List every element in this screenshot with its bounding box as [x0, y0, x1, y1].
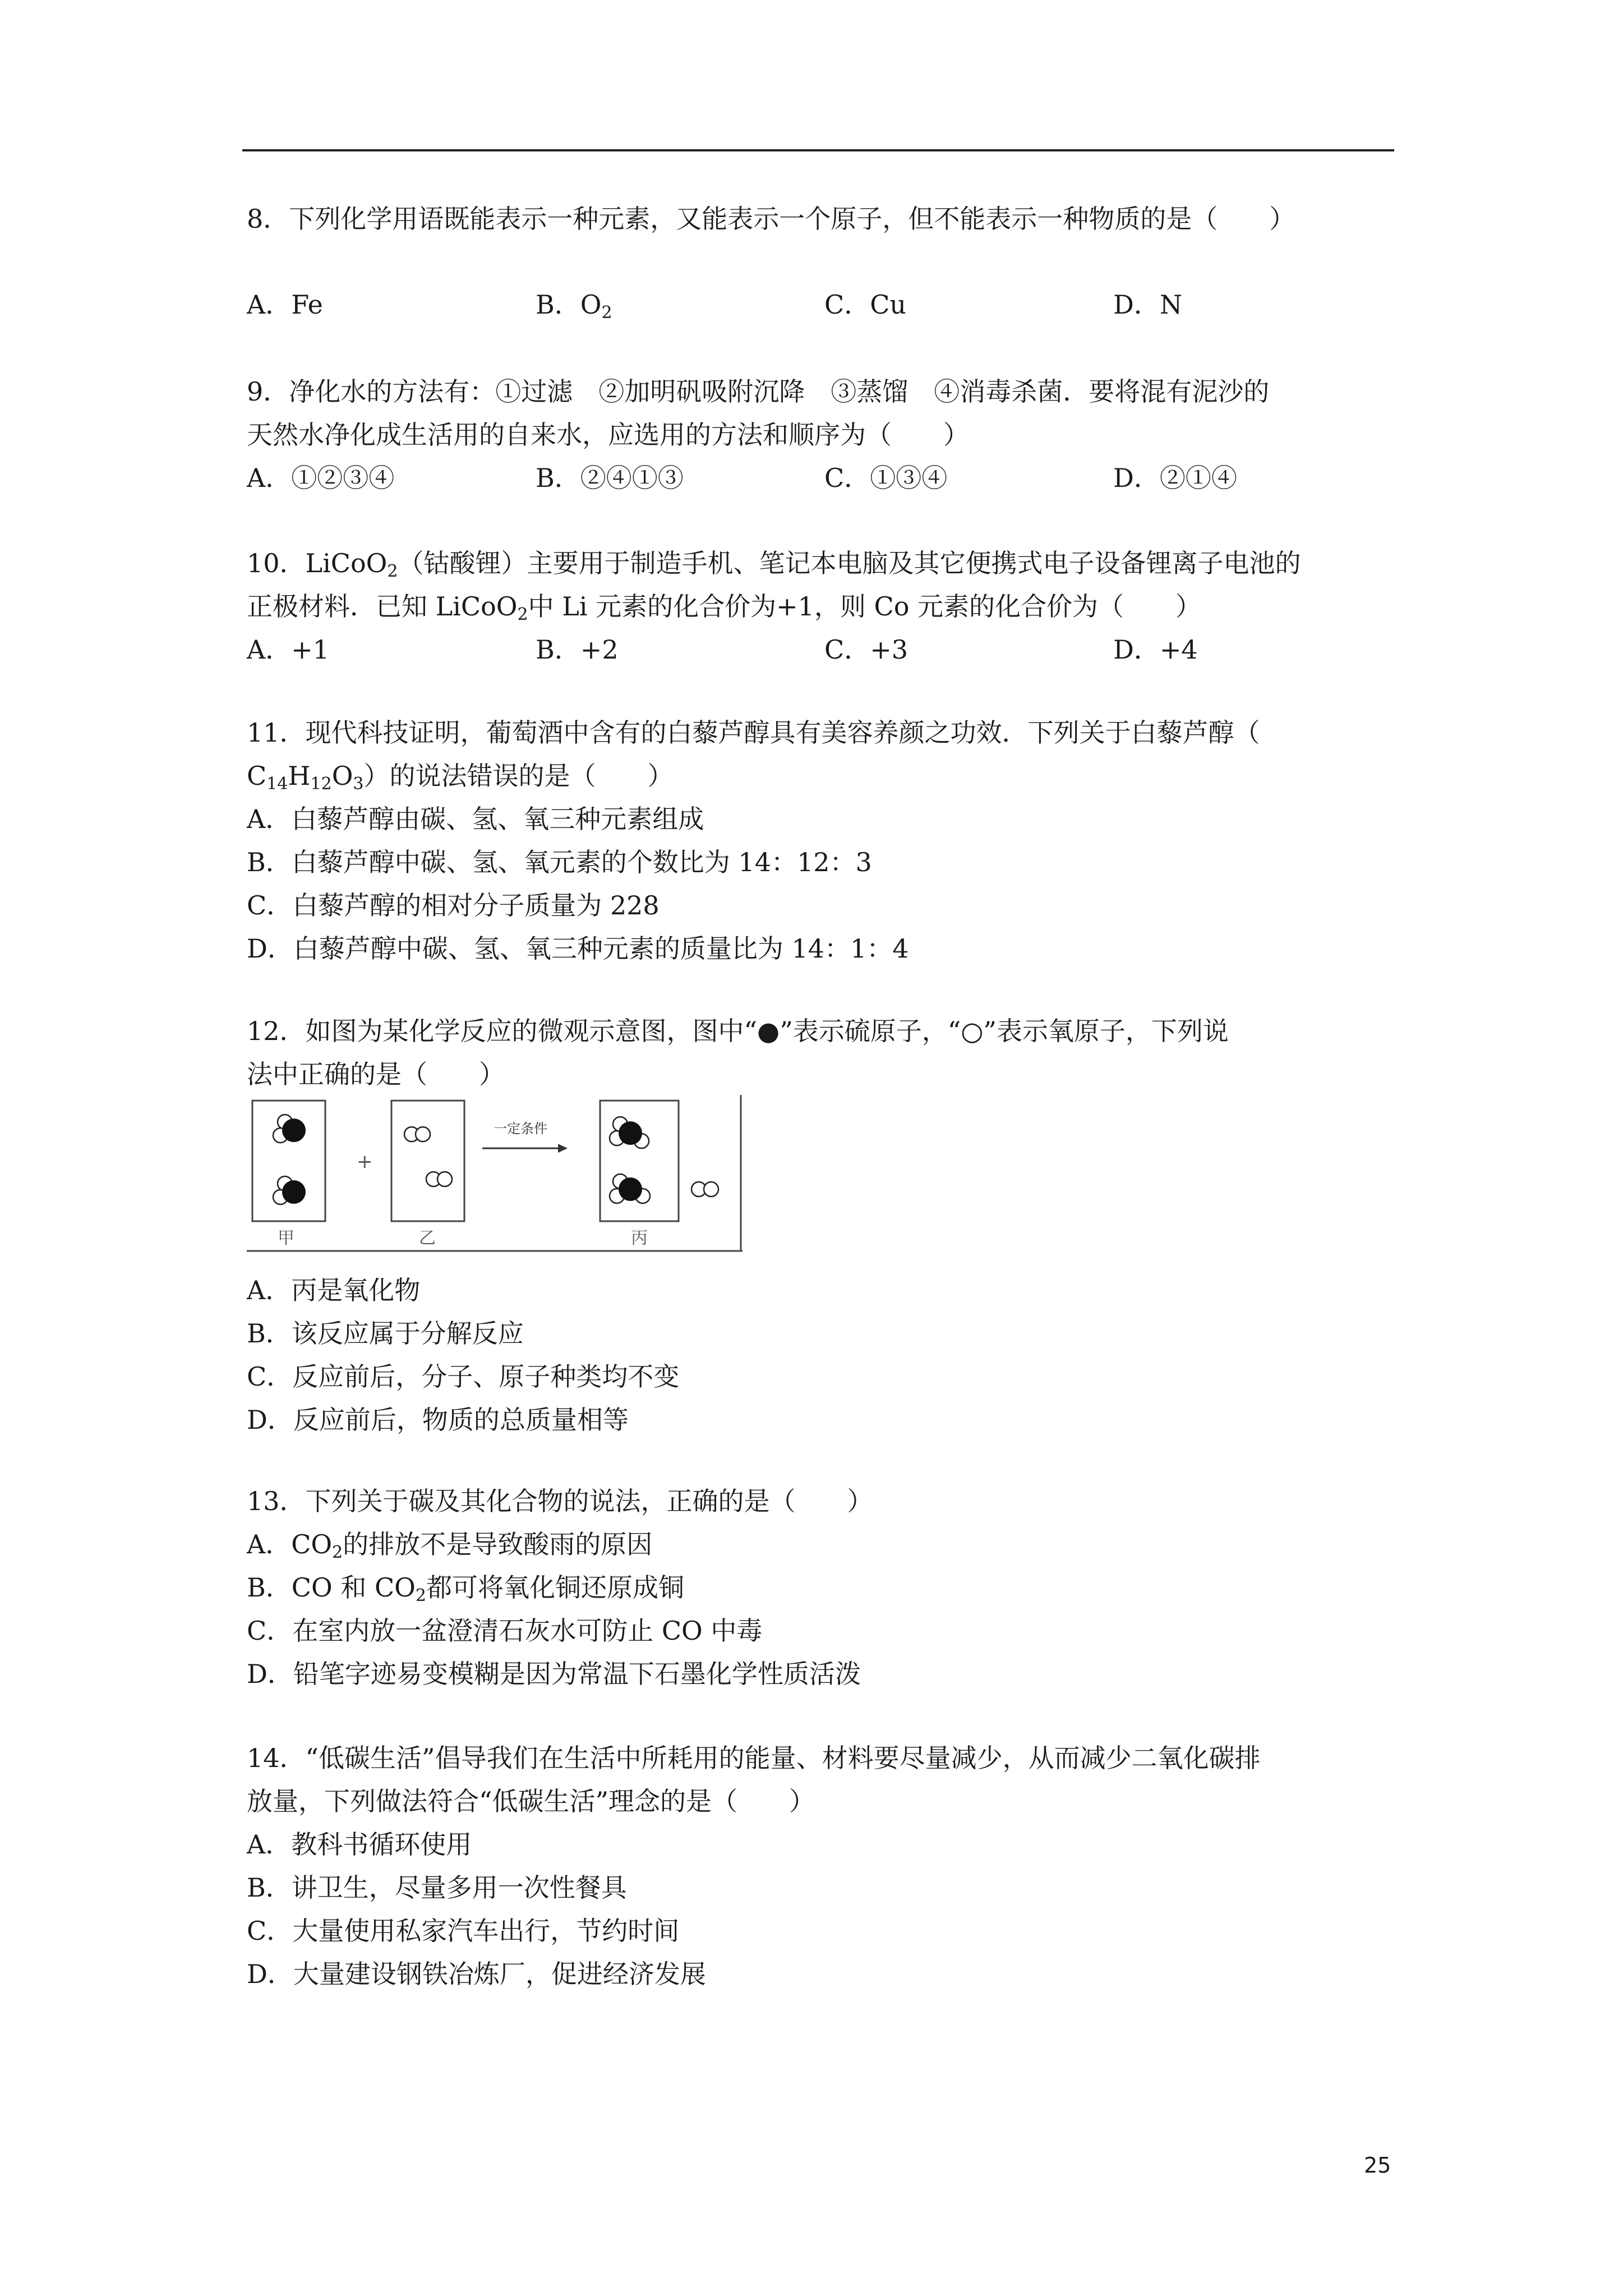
- so3-molecule: [610, 1174, 650, 1203]
- question-13-stem: 13．下列关于碳及其化合物的说法，正确的是（ ）: [247, 1486, 873, 1516]
- question-8: [247, 197, 1402, 326]
- question-11-stem-line-2: $C_{14}H_{12}O_3$）的说法错误的是（ ）: [247, 761, 674, 794]
- plus-sign: +: [357, 1151, 373, 1173]
- option-d: D．②①④: [1113, 463, 1237, 493]
- question-10: [247, 542, 1402, 671]
- option-a: A．$CO_2$的排放不是导致酸雨的原因: [247, 1529, 653, 1562]
- o2-molecule: [426, 1172, 452, 1186]
- option-a: A．丙是氧化物: [247, 1275, 421, 1305]
- so3-molecule: [610, 1117, 649, 1148]
- arrow-label: 一定条件: [494, 1121, 547, 1137]
- option-a: A．Fe: [247, 289, 323, 320]
- label-yi: 乙: [419, 1228, 436, 1248]
- question-14: [247, 1737, 1402, 1996]
- so2-molecule: [273, 1115, 306, 1143]
- question-9: [247, 370, 1402, 500]
- option-b: B．该反应属于分解反应: [247, 1318, 524, 1349]
- option-b: B．+2: [536, 634, 619, 665]
- question-12: [247, 1010, 1402, 1096]
- question-9-options: [247, 457, 1402, 500]
- option-b: B．CO 和 $CO_2$都可将氧化铜还原成铜: [247, 1572, 684, 1605]
- option-a: A．+1: [247, 634, 330, 665]
- question-9-stem-line-1: 9．净化水的方法有：①过滤 ②加明矾吸附沉降 ③蒸馏 ④消毒杀菌．要将混有泥沙的: [247, 376, 1270, 407]
- question-10-stem-line-1: 10．LiCoO$_2$（钴酸锂）主要用于制造手机、笔记本电脑及其它便携式电子设备锂离子电池的: [247, 548, 1301, 581]
- option-d: D．N: [1113, 289, 1183, 320]
- question-14-stem-line-2: 放量，下列做法符合“低碳生活”理念的是（ ）: [247, 1786, 815, 1816]
- box-yi: [391, 1101, 464, 1221]
- option-b: B．②④①③: [536, 463, 684, 493]
- option-c: C．①③④: [824, 463, 948, 493]
- question-12-stem-line-2: 法中正确的是（ ）: [247, 1059, 505, 1089]
- o2-molecule-leftover: [691, 1182, 718, 1197]
- option-c: C．反应前后，分子、原子种类均不变: [247, 1361, 680, 1392]
- option-c: C．大量使用私家汽车出行，节约时间: [247, 1916, 680, 1946]
- page-number: 25: [1364, 2153, 1391, 2178]
- question-11-stem-line-1: 11．现代科技证明，葡萄酒中含有的白藜芦醇具有美容养颜之功效．下列关于白藜芦醇（: [247, 717, 1260, 748]
- option-d: D．+4: [1113, 634, 1198, 665]
- option-c: C．Cu: [824, 289, 907, 320]
- question-10-options: [247, 628, 1402, 671]
- option-b: B．白藜芦醇中碳、氢、氧元素的个数比为 14：12：3: [247, 847, 872, 877]
- header-rule: [242, 149, 1394, 151]
- question-10-stem-line-2: 正极材料．已知 LiCoO$_2$中 Li 元素的化合价为+1，则 Co 元素的化合价为（ ）: [247, 591, 1202, 624]
- reaction-diagram: [247, 1095, 743, 1252]
- arrow-head-icon: [558, 1144, 568, 1153]
- option-d: D．白藜芦醇中碳、氢、氧三种元素的质量比为 14：1：4: [247, 933, 909, 964]
- question-11: [247, 711, 1402, 970]
- question-12-options: [247, 1269, 1402, 1442]
- question-14-stem-line-1: 14．“低碳生活”倡导我们在生活中所耗用的能量、材料要尽量减少，从而减少二氧化碳排: [247, 1743, 1261, 1773]
- question-9-stem-line-2: 天然水净化成生活用的自来水，应选用的方法和顺序为（ ）: [247, 420, 969, 450]
- option-d: D．大量建设钢铁冶炼厂，促进经济发展: [247, 1959, 706, 1989]
- so2-molecule: [273, 1176, 306, 1204]
- option-b: B．$O_2$: [536, 289, 612, 323]
- option-a: A．教科书循环使用: [247, 1829, 472, 1860]
- option-a: A．白藜芦醇由碳、氢、氧三种元素组成: [247, 804, 704, 834]
- question-13: [247, 1480, 1402, 1696]
- option-b: B．讲卫生，尽量多用一次性餐具: [247, 1872, 627, 1903]
- option-c: C．白藜芦醇的相对分子质量为 228: [247, 890, 660, 921]
- question-8-stem: 8．下列化学用语既能表示一种元素，又能表示一个原子，但不能表示一种物质的是（ ）: [247, 204, 1295, 234]
- o2-molecule: [404, 1127, 430, 1142]
- option-d: D．铅笔字迹易变模糊是因为常温下石墨化学性质活泼: [247, 1659, 861, 1689]
- option-c: C．+3: [824, 634, 909, 665]
- question-12-stem-line-1: 12．如图为某化学反应的微观示意图，图中“●”表示硫原子，“○”表示氧原子，下列说: [247, 1016, 1229, 1046]
- option-c: C．在室内放一盆澄清石灰水可防止 CO 中毒: [247, 1616, 763, 1646]
- option-a: A．①②③④: [247, 463, 395, 493]
- label-jia: 甲: [278, 1228, 294, 1248]
- question-8-options: [247, 283, 1402, 326]
- option-d: D．反应前后，物质的总质量相等: [247, 1405, 629, 1435]
- label-bing: 丙: [631, 1228, 648, 1248]
